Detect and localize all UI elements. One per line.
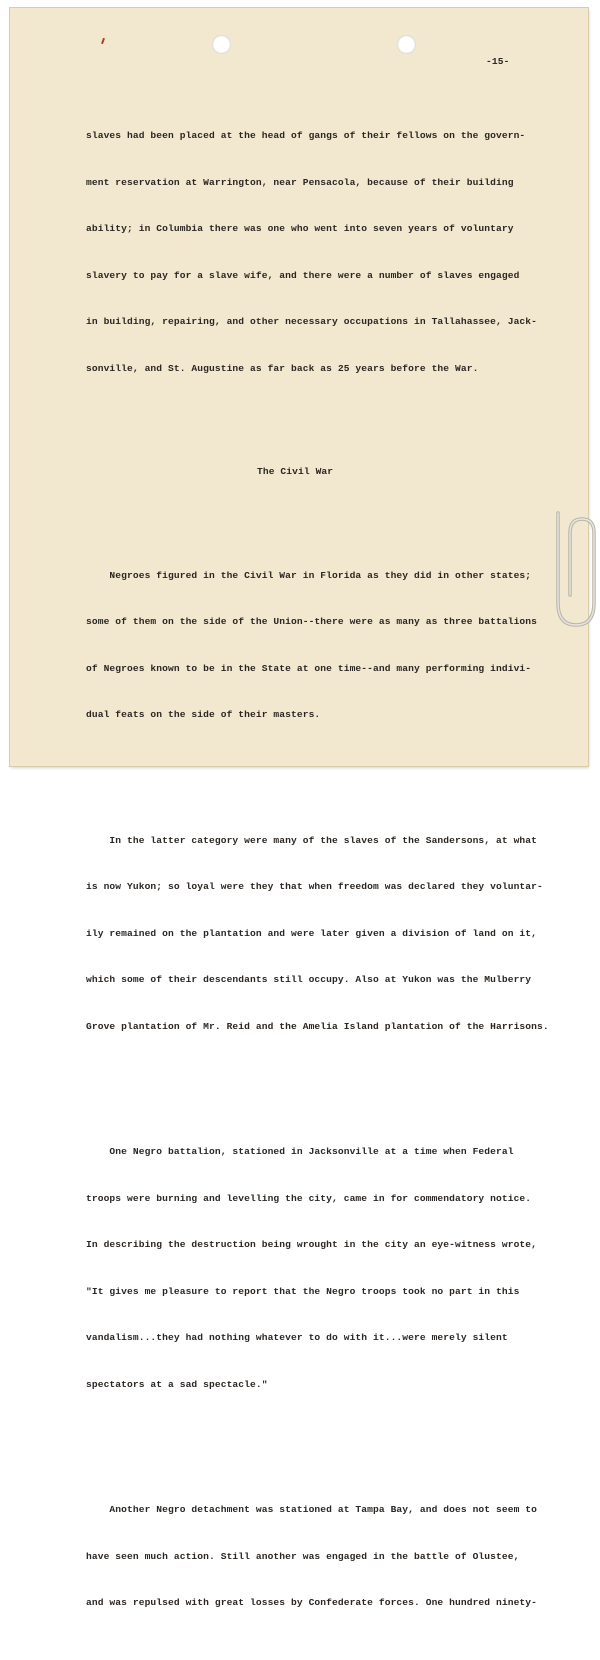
text-line: have seen much action. Still another was engaged in the battle of Olustee,	[86, 1550, 520, 1562]
text-line: "It gives me pleasure to report that the Negro troops took no part in this	[86, 1285, 520, 1297]
paragraph-1	[86, 102, 556, 403]
punch-hole-right	[397, 35, 416, 54]
text-line: sonville, and St. Augustine as far back as 25 years before the War.	[86, 362, 479, 374]
text-line: troops were burning and levelling the city, came in for commendatory notice.	[86, 1192, 532, 1204]
paragraph-3	[86, 807, 556, 1062]
text-line: In the latter category were many of the slaves of the Sandersons, at what	[86, 834, 538, 846]
document-body	[86, 80, 556, 1660]
text-line: In describing the destruction being wrought in the city an eye-witness wrote,	[86, 1239, 538, 1250]
text-line: some of them on the side of the Union--there were as many as three battalions	[86, 616, 538, 627]
text-line: slavery to pay for a slave wife, and there were a number of slaves engaged	[86, 269, 520, 281]
text-line: ment reservation at Warrington, near Pensacola, because of their building	[86, 176, 514, 188]
paragraph-4	[86, 1118, 556, 1419]
paperclip	[538, 503, 598, 633]
page-number: -15-	[486, 56, 510, 67]
text-line: vandalism...they had nothing whatever to do with it...were merely silent	[86, 1332, 508, 1343]
text-line: ability; in Columbia there was one who went into seven years of voluntary	[86, 223, 514, 234]
text-line: is now Yukon; so loyal were they that when freedom was declared they voluntar-	[86, 881, 543, 892]
text-line: in building, repairing, and other necessary occupations in Tallahassee, Jack-	[86, 316, 538, 327]
section-heading: The Civil War	[257, 466, 334, 477]
punch-hole-left	[212, 35, 231, 54]
text-line: Grove plantation of Mr. Reid and the Amelia Island plantation of the Harrisons.	[86, 1020, 549, 1032]
text-line: Negroes figured in the Civil War in Florida as they did in other states;	[86, 569, 532, 581]
text-line: which some of their descendants still occupy. Also at Yukon was the Mulberry	[86, 974, 532, 985]
document-page	[10, 8, 588, 1608]
text-line: spectators at a sad spectacle."	[86, 1378, 268, 1390]
text-line: slaves had been placed at the head of gangs of their fellows on the govern-	[86, 130, 526, 141]
text-line: of Negroes known to be in the State at one time--and many performing indivi-	[86, 662, 532, 674]
text-line: dual feats on the side of their masters.	[86, 709, 321, 720]
text-line: and was repulsed with great losses by Confederate forces. One hundred ninety-	[86, 1597, 538, 1608]
paragraph-5	[86, 1476, 556, 1638]
text-line: ily remained on the plantation and were later given a division of land on it,	[86, 927, 538, 939]
paragraph-2	[86, 542, 556, 750]
text-line: One Negro battalion, stationed in Jacksonville at a time when Federal	[86, 1146, 514, 1157]
red-pen-mark	[101, 38, 105, 44]
text-line: Another Negro detachment was stationed at Tampa Bay, and does not seem to	[86, 1504, 538, 1515]
